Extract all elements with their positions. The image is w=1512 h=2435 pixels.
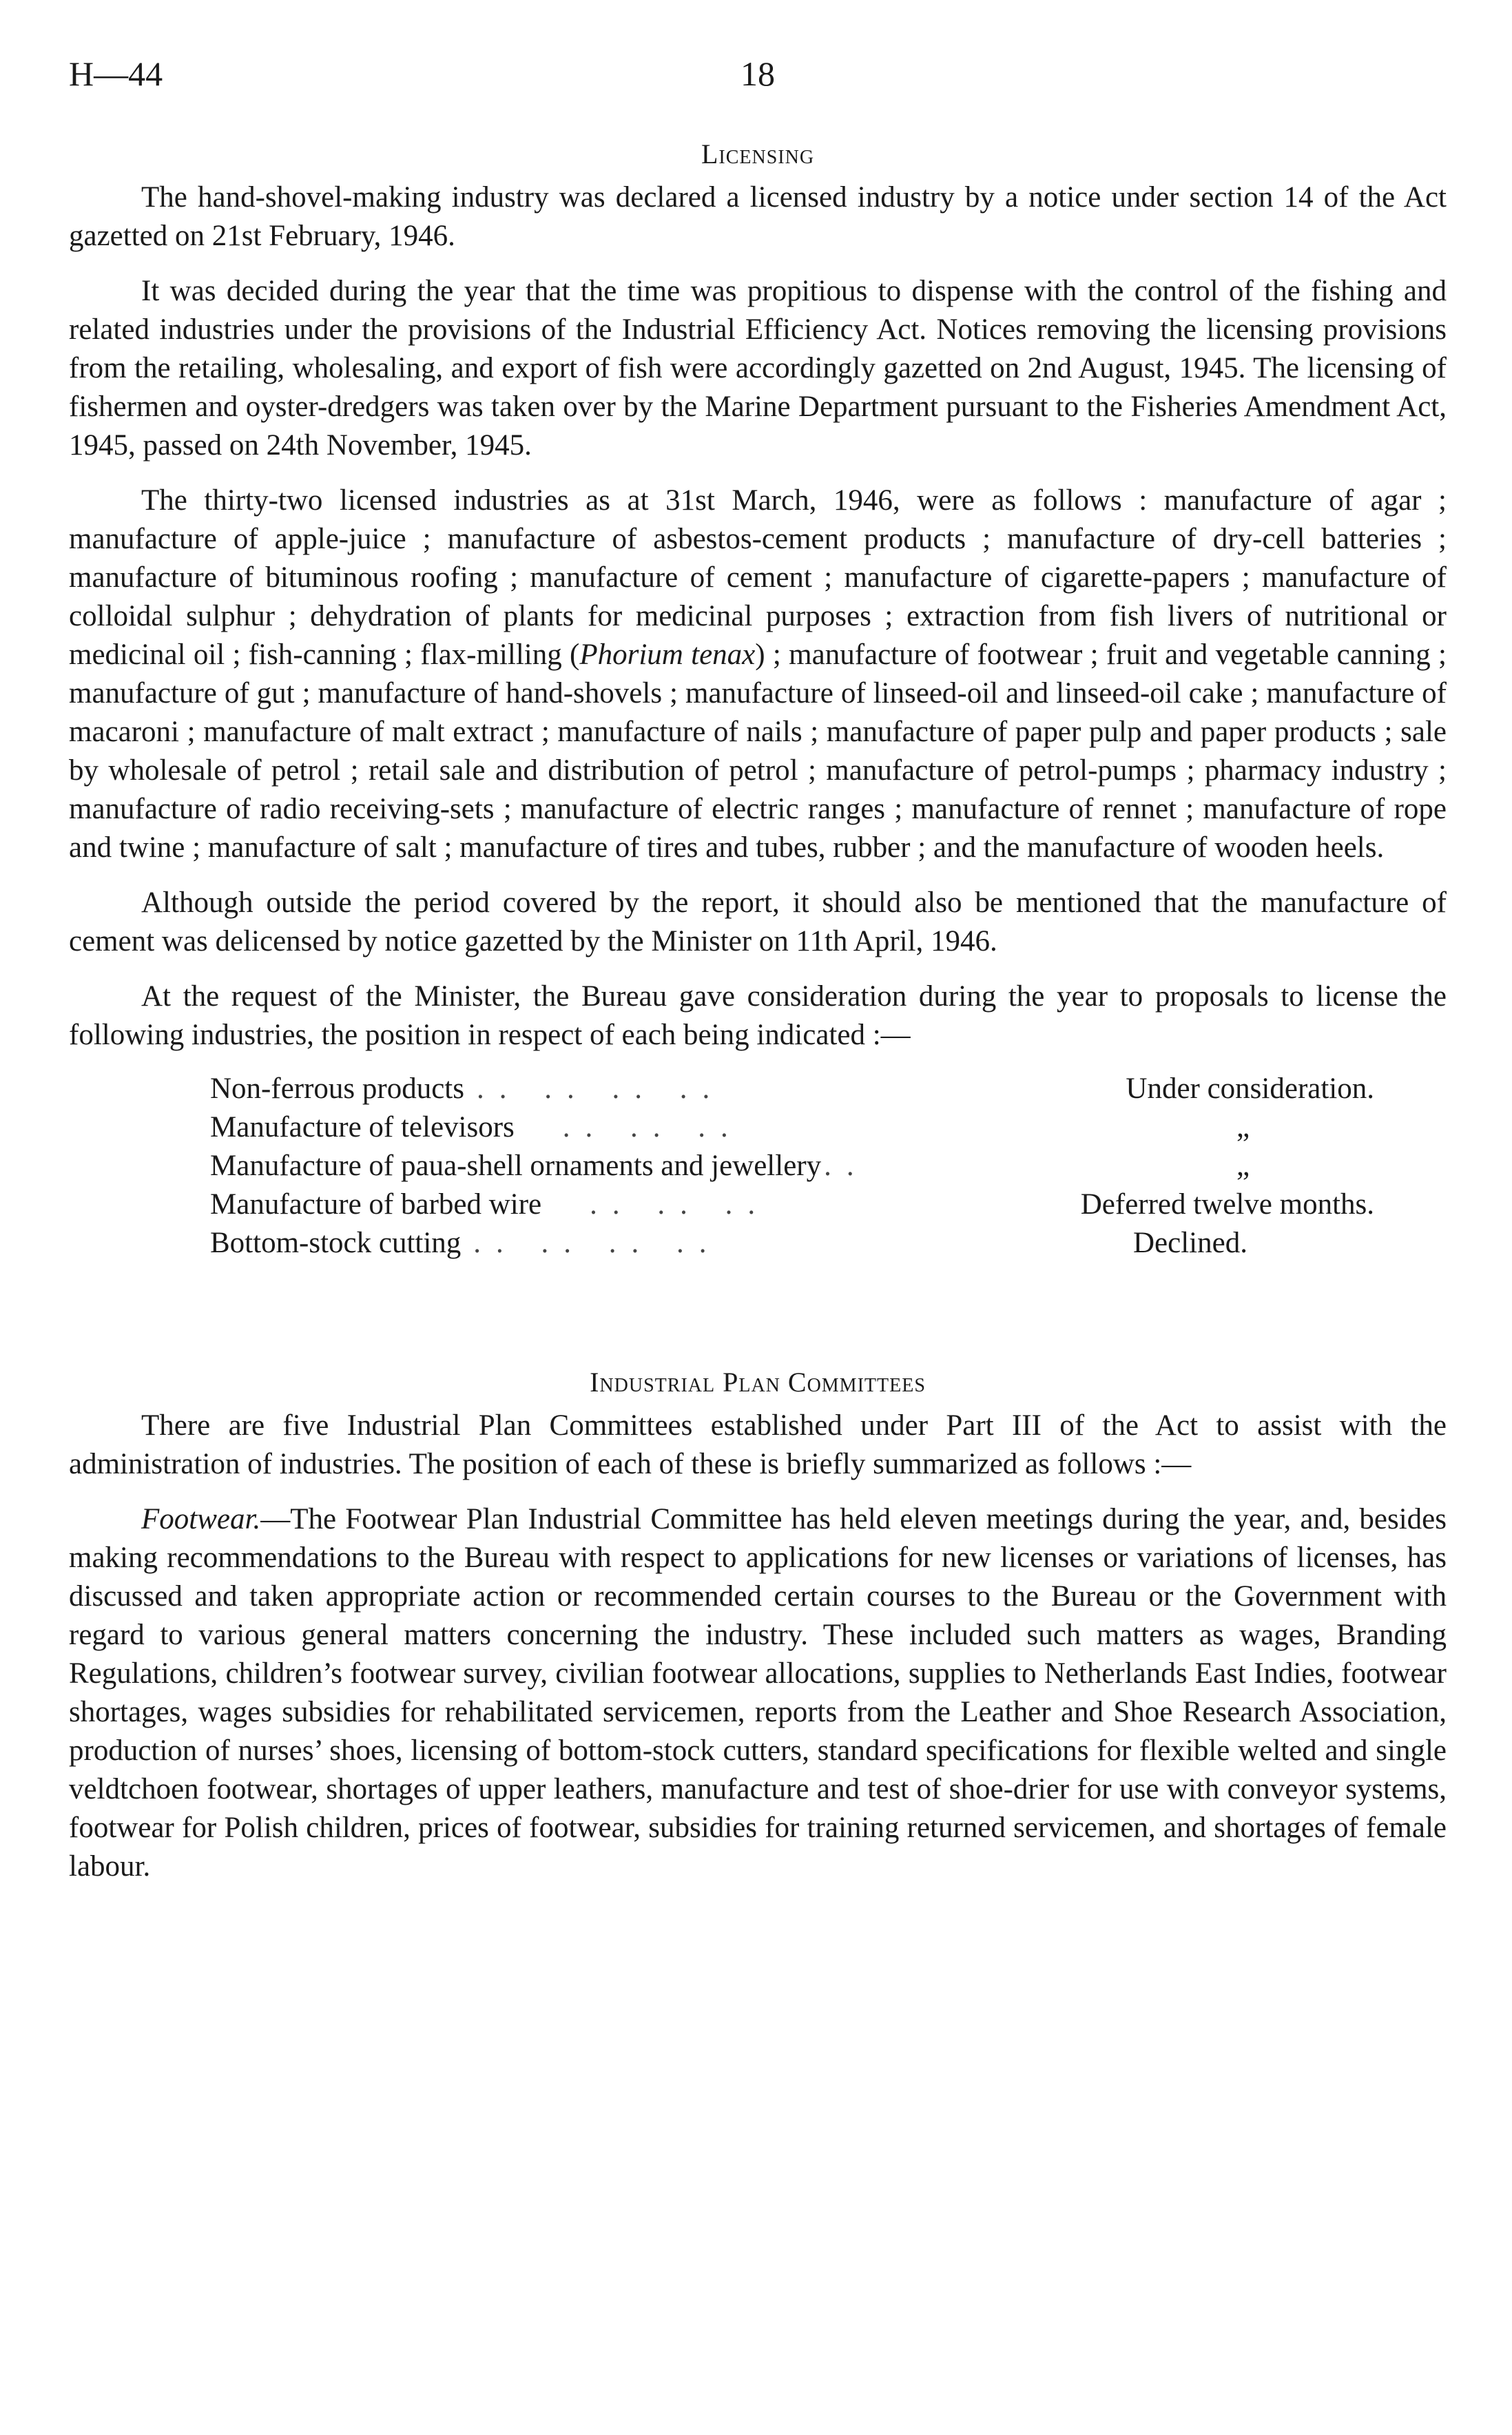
table-row <box>210 1070 1374 1108</box>
dot-leader: .. .. .. .. <box>473 1227 722 1259</box>
industry-name: Manufacture of televisors <box>210 1111 515 1143</box>
table-row <box>210 1224 1374 1263</box>
industry-name: Non-ferrous products <box>210 1073 464 1105</box>
table-row <box>210 1108 1374 1147</box>
paragraph-footwear <box>69 1500 1447 1886</box>
proposals-table <box>210 1070 1374 1263</box>
industry-status: Deferred twelve months. <box>1080 1188 1374 1221</box>
paragraph: It was decided during the year that the time was propitious to dispense with the control of the fishing and related industries under the provisions of the Industrial Efficiency Act. Notices removing the licensing provisions from the retailing, wholesaling, and export of fish were accordingly gazetted on 2nd August, 1945. The licensing of fishermen and oyster-dredgers was taken over by the Marine Department pursuant to the Fisheries Amendment Act, 1945, passed on 24th November, 1945. <box>69 275 1447 462</box>
industry-status: „ <box>1236 1150 1250 1182</box>
running-head <box>69 54 1447 102</box>
paragraph-text: ) ; manufacture of footwear ; fruit and vegetable canning ; manufacture of gut ; manufacture of hand-shovels ; manufacture of linseed-oil and linseed-oil cake ; manufacture of macaroni ; manufacture of malt extract ; manufacture of nails ; manufacture of paper pulp and paper products ; sale by wholesale of petrol ; retail sale and distribution of petrol ; manufacture of petrol-pumps ; pharmacy industry ; manufacture of radio receiving-sets ; manufacture of electric ranges ; manufacture of rennet ; manufacture of rope and twine ; manufacture of salt ; manufacture of tires and tubes, rubber ; and the manufacture of wooden heels. <box>69 639 1447 864</box>
paragraph: At the request of the Minister, the Bureau gave consideration during the year to proposals to license the following industries, the position in respect of each being indicated :— <box>69 980 1447 1051</box>
section-heading-licensing: Licensing <box>701 138 815 169</box>
paragraph: There are five Industrial Plan Committees established under Part III of the Act to assist with the administration of industries. The position of each of these is briefly summarized as follows :— <box>69 1409 1447 1480</box>
section-heading-committees: Industrial Plan Committees <box>590 1367 926 1398</box>
industry-status: Declined. <box>1133 1227 1247 1259</box>
dot-leader: .. .. .. .. <box>477 1073 725 1105</box>
dot-leader: .. <box>824 1150 869 1182</box>
industry-name: Manufacture of paua-shell ornaments and jewellery <box>210 1150 822 1182</box>
paragraph-text: —The Footwear Plan Industrial Committee has held eleven meetings during the year, and, besides making recommendations to the Bureau with respect to applications for new licenses or variations of licenses, has discussed and taken appropriate action or recommended certain courses to the Bureau or the Government with regard to various general matters concerning the industry. These included such matters as wages, Branding Regulations, children’s footwear survey, civilian footwear allocations, supplies to Netherlands East Indies, footwear shortages, wages subsidies for rehabilitated servicemen, reports from the Leather and Shoe Research Association, production of nurses’ shoes, licensing of bottom-stock cutters, standard specifications for flexible welted and single veldtchoen footwear, shortages of upper leathers, manufacture and test of shoe-drier for use with conveyor systems, footwear for Polish children, prices of footwear, subsidies for training returned servicemen, and shortages of female labour. <box>69 1503 1447 1883</box>
page-reference: H—44 <box>69 54 163 93</box>
table-row <box>210 1147 1374 1185</box>
paragraph: The hand-shovel-making industry was declared a licensed industry by a notice under section 14 of the Act gazetted on 21st February, 1946. <box>69 181 1447 252</box>
page-number: 18 <box>741 54 775 93</box>
paragraph: Although outside the period covered by the report, it should also be mentioned that the manufacture of cement was delicensed by notice gazetted by the Minister on 11th April, 1946. <box>69 887 1447 957</box>
footwear-label: Footwear. <box>141 1503 261 1535</box>
industry-status: „ <box>1236 1111 1250 1143</box>
italic-species-name: Phorium tenax <box>579 639 756 671</box>
industry-status: Under consideration. <box>1126 1073 1374 1105</box>
page-body <box>69 138 1447 1886</box>
dot-leader: .. .. .. <box>562 1111 743 1143</box>
industry-name: Manufacture of barbed wire <box>210 1188 542 1221</box>
industry-name: Bottom-stock cutting <box>210 1227 462 1259</box>
paragraph-licensed-industries <box>69 481 1447 867</box>
paragraph-text: The thirty-two licensed industries as at 31st March, 1946, were as follows : manufacture of agar ; manufacture of apple-juice ; manufacture of asbestos-cement products ; manufacture of dry-cell batteries ; manufacture of bituminous roofing ; manufacture of cement ; manufacture of cigarette-papers ; manufacture of colloidal sulphur ; dehydration of plants for medicinal purposes ; extraction from fish livers of nutritional or medicinal oil ; fish-canning ; flax-milling ( <box>69 484 1447 671</box>
dot-leader: .. .. .. <box>590 1188 771 1221</box>
table-row <box>210 1185 1374 1224</box>
